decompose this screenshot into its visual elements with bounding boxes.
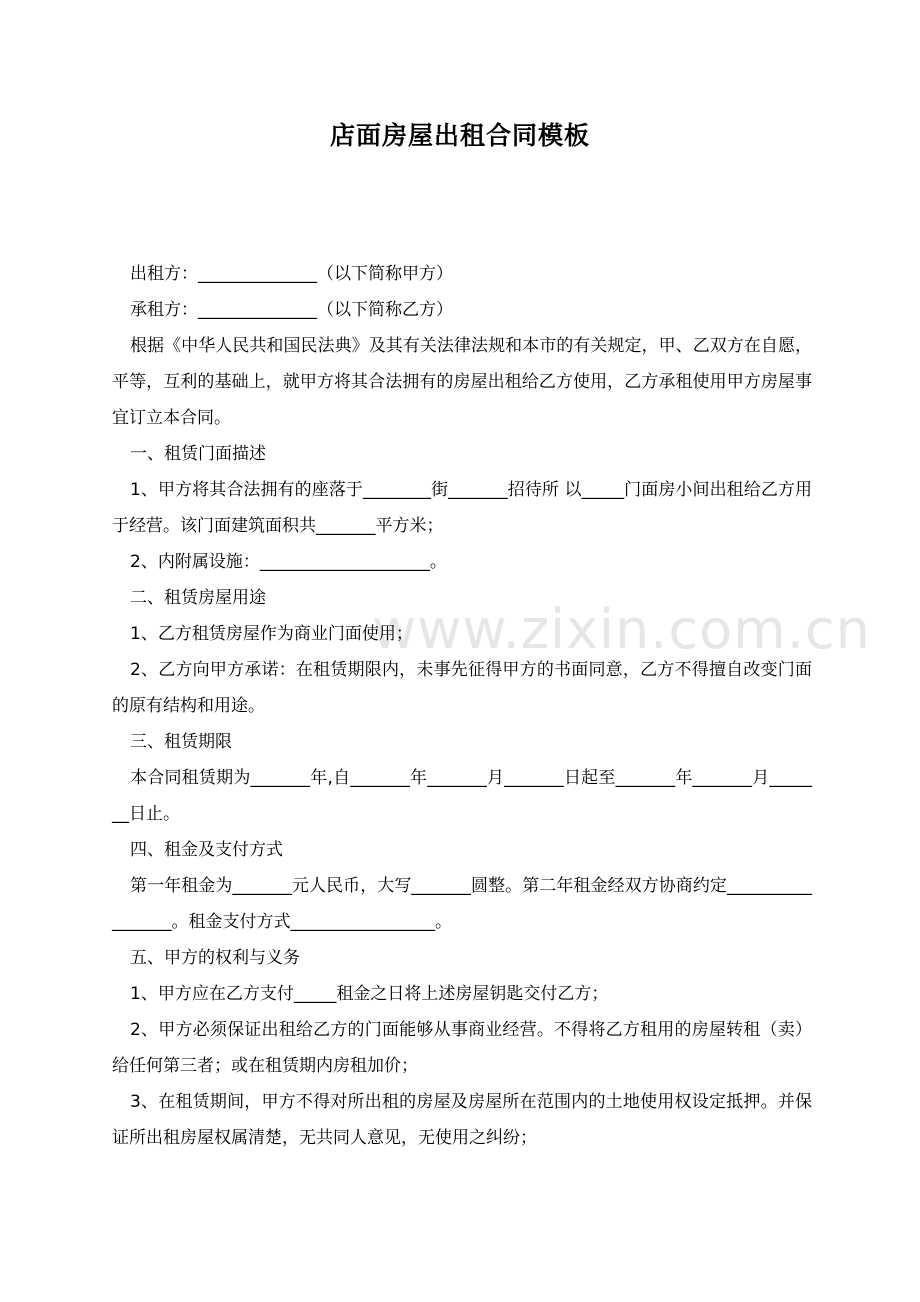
clause-2-2: 2、乙方向甲方承诺：在租赁期限内，未事先征得甲方的书面同意，乙方不得擅自改变门面的原有结构和用途。 bbox=[112, 660, 812, 716]
clause-1-1: 1、甲方将其合法拥有的座落于________街_______招待所 以_____门面房小间出租给乙方用于经营。该门面建筑面积共_______平方米； bbox=[112, 480, 812, 536]
lessor-line: 出租方：______________（以下简称甲方） bbox=[130, 264, 453, 284]
page-title: 店面房屋出租合同模板 bbox=[329, 121, 590, 150]
section-heading-5: 五、甲方的权利与义务 bbox=[130, 948, 300, 968]
clause-2-1: 1、乙方租赁房屋作为商业门面使用； bbox=[130, 624, 413, 644]
clause-5-2: 2、甲方必须保证出租给乙方的门面能够从事商业经营。不得将乙方租用的房屋转租（卖）给任何第三者；或在租赁期内房租加价； bbox=[112, 1020, 812, 1076]
section-heading-4: 四、租金及支付方式 bbox=[130, 840, 283, 860]
clause-4-1: 第一年租金为_______元人民币，大写_______圆整。第二年租金经双方协商约定_________________。租金支付方式_________________。 bbox=[112, 876, 812, 932]
preamble-paragraph: 根据《中华人民共和国民法典》及其有关法律法规和本市的有关规定，甲、乙双方在自愿，平等，互利的基础上，就甲方将其合法拥有的房屋出租给乙方使用，乙方承租使用甲方房屋事宜订立本合同。 bbox=[112, 336, 812, 428]
clause-5-3: 3、在租赁期间，甲方不得对所出租的房屋及房屋所在范围内的土地使用权设定抵押。并保证所出租房屋权属清楚，无共同人意见，无使用之纠纷； bbox=[112, 1092, 812, 1148]
clause-5-1: 1、甲方应在乙方支付_____租金之日将上述房屋钥匙交付乙方； bbox=[130, 984, 609, 1004]
clause-1-2: 2、内附属设施：____________________。 bbox=[130, 552, 447, 572]
clause-3-1: 本合同租赁期为_______年,自_______年_______月_______日起至_______年_______月_______日止。 bbox=[112, 768, 812, 824]
watermark: www.zixin.com.cn bbox=[372, 598, 871, 661]
contract-body bbox=[112, 256, 812, 1156]
section-heading-3: 三、租赁期限 bbox=[130, 732, 232, 752]
section-heading-2: 二、租赁房屋用途 bbox=[130, 588, 266, 608]
lessee-line: 承租方：______________（以下简称乙方） bbox=[130, 300, 453, 320]
section-heading-1: 一、租赁门面描述 bbox=[130, 444, 266, 464]
